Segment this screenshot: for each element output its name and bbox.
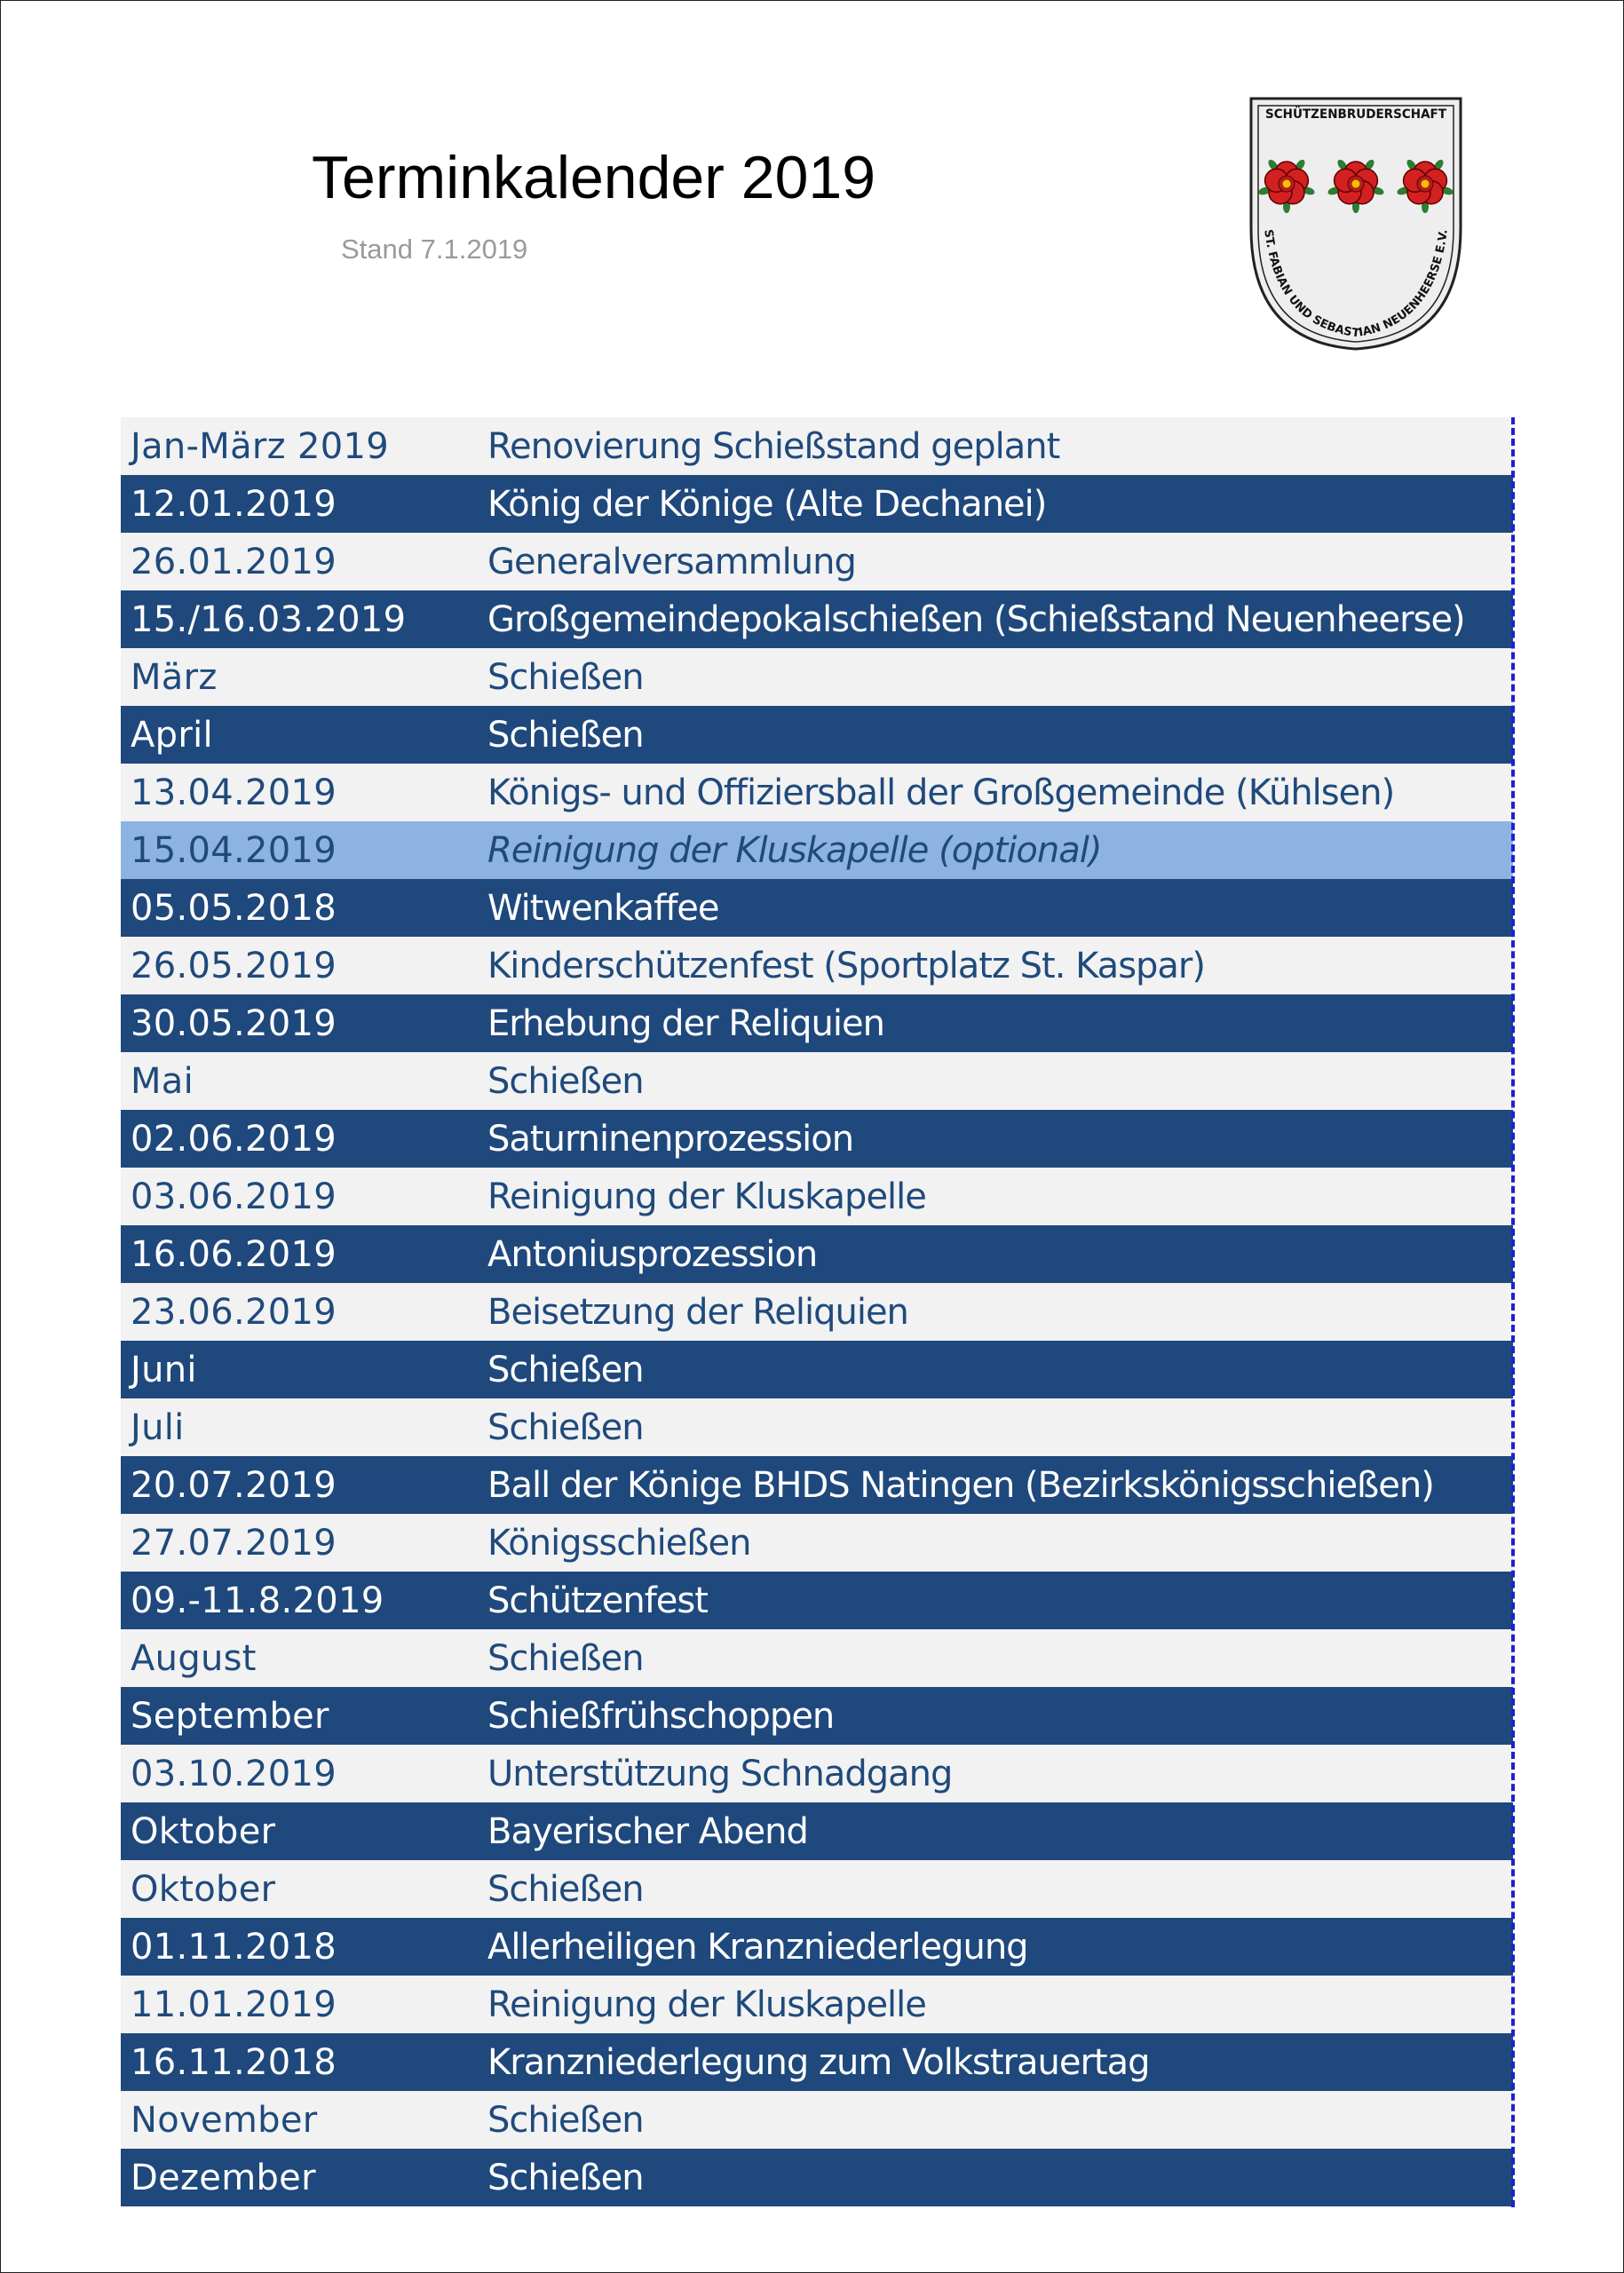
shield-icon bbox=[1251, 99, 1461, 349]
event-date: November bbox=[131, 2099, 318, 2141]
table-row bbox=[121, 937, 1513, 994]
table-row bbox=[121, 2091, 1513, 2149]
table-row bbox=[121, 1572, 1513, 1629]
table-row bbox=[121, 1918, 1513, 1976]
event-title: Allerheiligen Kranzniederlegung bbox=[487, 1926, 1028, 1968]
table-row bbox=[121, 1456, 1513, 1514]
event-title: Saturninenprozession bbox=[487, 1118, 854, 1160]
table-row bbox=[121, 764, 1513, 821]
event-title: Schützenfest bbox=[487, 1580, 708, 1621]
table-row bbox=[121, 1629, 1513, 1687]
table-row bbox=[121, 821, 1513, 879]
event-title: Unterstützung Schnadgang bbox=[487, 1753, 953, 1794]
event-date: Juli bbox=[131, 1406, 185, 1448]
event-date: 26.01.2019 bbox=[131, 541, 337, 582]
event-title: Kranzniederlegung zum Volkstrauertag bbox=[487, 2041, 1150, 2083]
table-row bbox=[121, 475, 1513, 533]
table-row bbox=[121, 1514, 1513, 1572]
event-date: 15./16.03.2019 bbox=[131, 598, 407, 640]
table-row bbox=[121, 1283, 1513, 1341]
event-title: Reinigung der Kluskapelle (optional) bbox=[487, 829, 1102, 871]
event-date: 03.10.2019 bbox=[131, 1753, 337, 1794]
event-date: Mai bbox=[131, 1060, 194, 1102]
event-date: 12.01.2019 bbox=[131, 483, 337, 525]
table-row bbox=[121, 1802, 1513, 1860]
event-date: 09.-11.8.2019 bbox=[131, 1580, 384, 1621]
event-title: Bayerischer Abend bbox=[487, 1810, 808, 1852]
event-date: April bbox=[131, 714, 213, 756]
event-title: Schießen bbox=[487, 2157, 644, 2198]
table-row bbox=[121, 1687, 1513, 1745]
event-title: Schießen bbox=[487, 714, 644, 756]
event-title: Schießen bbox=[487, 1349, 644, 1390]
table-row bbox=[121, 1860, 1513, 1918]
event-title: Schießen bbox=[487, 1060, 644, 1102]
event-date: 03.06.2019 bbox=[131, 1176, 337, 1217]
event-date: 02.06.2019 bbox=[131, 1118, 337, 1160]
event-title: Schießfrühschoppen bbox=[487, 1695, 835, 1737]
crest-arc-text: ST. FABIAN UND SEBASTIAN NEUENHEERSE E.V. bbox=[1261, 228, 1451, 341]
event-date: 20.07.2019 bbox=[131, 1464, 337, 1506]
event-title: Schießen bbox=[487, 2099, 644, 2141]
event-title: Renovierung Schießstand geplant bbox=[487, 425, 1060, 467]
event-title: Reinigung der Kluskapelle bbox=[487, 1984, 926, 2025]
event-date: Dezember bbox=[131, 2157, 316, 2198]
event-date: Juni bbox=[131, 1349, 197, 1390]
event-date: Oktober bbox=[131, 1810, 276, 1852]
table-row bbox=[121, 1168, 1513, 1225]
table-row bbox=[121, 1745, 1513, 1802]
event-title: Schießen bbox=[487, 1406, 644, 1448]
event-title: Schießen bbox=[487, 1868, 644, 1910]
event-title: Reinigung der Kluskapelle bbox=[487, 1176, 926, 1217]
club-crest-logo bbox=[1248, 95, 1464, 352]
dashed-border bbox=[1511, 417, 1515, 2207]
event-date: 16.11.2018 bbox=[131, 2041, 337, 2083]
table-row bbox=[121, 590, 1513, 648]
event-date: 26.05.2019 bbox=[131, 945, 337, 986]
event-title: König der Könige (Alte Dechanei) bbox=[487, 483, 1047, 525]
event-title: Antoniusprozession bbox=[487, 1233, 818, 1275]
table-row bbox=[121, 533, 1513, 590]
event-title: Beisetzung der Reliquien bbox=[487, 1291, 908, 1333]
table-row bbox=[121, 1225, 1513, 1283]
table-row bbox=[121, 879, 1513, 937]
table-row bbox=[121, 1110, 1513, 1168]
event-date: 23.06.2019 bbox=[131, 1291, 337, 1333]
event-date: 16.06.2019 bbox=[131, 1233, 337, 1275]
event-title: Königsschießen bbox=[487, 1522, 751, 1564]
table-row bbox=[121, 648, 1513, 706]
event-date: 11.01.2019 bbox=[131, 1984, 337, 2025]
table-row bbox=[121, 994, 1513, 1052]
table-row bbox=[121, 2149, 1513, 2206]
event-title: Großgemeindepokalschießen (Schießstand Neuenheerse) bbox=[487, 598, 1465, 640]
event-date: 30.05.2019 bbox=[131, 1002, 337, 1044]
event-title: Schießen bbox=[487, 656, 644, 698]
table-row bbox=[121, 2033, 1513, 2091]
event-date: 27.07.2019 bbox=[131, 1522, 337, 1564]
event-title: Königs- und Offiziersball der Großgemeinde (Kühlsen) bbox=[487, 772, 1395, 813]
page-title: Terminkalender 2019 bbox=[312, 144, 876, 211]
event-date: September bbox=[131, 1695, 329, 1737]
table-row bbox=[121, 1052, 1513, 1110]
table-row bbox=[121, 1976, 1513, 2033]
event-date: März bbox=[131, 656, 218, 698]
page-subtitle: Stand 7.1.2019 bbox=[341, 234, 528, 265]
event-date: Oktober bbox=[131, 1868, 276, 1910]
event-date: August bbox=[131, 1637, 257, 1679]
event-title: Schießen bbox=[487, 1637, 644, 1679]
events-table bbox=[121, 417, 1513, 2206]
event-title: Ball der Könige BHDS Natingen (Bezirkskönigsschießen) bbox=[487, 1464, 1434, 1506]
event-date: 05.05.2018 bbox=[131, 887, 337, 929]
table-row bbox=[121, 706, 1513, 764]
table-row bbox=[121, 417, 1513, 475]
table-row bbox=[121, 1341, 1513, 1398]
event-date: 01.11.2018 bbox=[131, 1926, 337, 1968]
event-title: Witwenkaffee bbox=[487, 887, 719, 929]
event-title: Kinderschützenfest (Sportplatz St. Kaspar) bbox=[487, 945, 1205, 986]
roses-group bbox=[1257, 158, 1454, 213]
event-title: Generalversammlung bbox=[487, 541, 856, 582]
event-date: Jan-März 2019 bbox=[131, 425, 389, 467]
event-title: Erhebung der Reliquien bbox=[487, 1002, 884, 1044]
event-date: 15.04.2019 bbox=[131, 829, 337, 871]
event-date: 13.04.2019 bbox=[131, 772, 337, 813]
table-row bbox=[121, 1398, 1513, 1456]
crest-top-text: SCHÜTZENBRUDERSCHAFT bbox=[1265, 107, 1454, 122]
